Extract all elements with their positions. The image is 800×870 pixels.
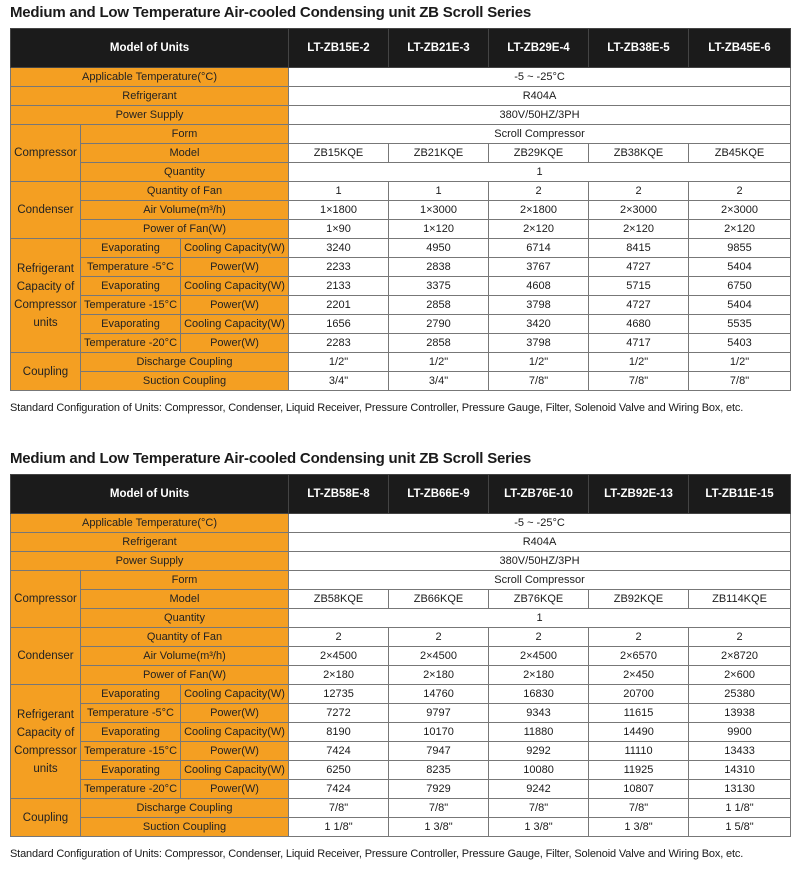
cooling-capacity-label: Cooling Capacity(W) bbox=[181, 277, 289, 296]
power-value: 2838 bbox=[389, 258, 489, 277]
model-name-cell: LT-ZB66E-9 bbox=[389, 475, 489, 514]
spec-table bbox=[10, 28, 791, 391]
table-row bbox=[11, 125, 791, 144]
cooling-capacity-value: 5715 bbox=[589, 277, 689, 296]
cooling-capacity-value: 8190 bbox=[289, 723, 389, 742]
power-value: 4727 bbox=[589, 258, 689, 277]
model-of-units-header: Model of Units bbox=[11, 29, 289, 68]
compressor-quantity-label: Quantity bbox=[81, 163, 289, 182]
power-value: 4717 bbox=[589, 334, 689, 353]
cooling-capacity-value: 10170 bbox=[389, 723, 489, 742]
coupling-group-label: Coupling bbox=[11, 799, 81, 837]
fan-power-value: 2×450 bbox=[589, 666, 689, 685]
fan-power-value: 2×600 bbox=[689, 666, 791, 685]
evaporating-temperature-label: Temperature -15°C bbox=[81, 296, 181, 315]
compressor-group-label: Compressor bbox=[11, 571, 81, 628]
cooling-capacity-label: Cooling Capacity(W) bbox=[181, 761, 289, 780]
cooling-capacity-value: 25380 bbox=[689, 685, 791, 704]
suction-coupling-value: 7/8" bbox=[489, 372, 589, 391]
condenser-group-label: Condenser bbox=[11, 182, 81, 239]
compressor-quantity-label: Quantity bbox=[81, 609, 289, 628]
evaporating-temperature-label: Temperature -20°C bbox=[81, 334, 181, 353]
power-label: Power(W) bbox=[181, 258, 289, 277]
power-label: Power(W) bbox=[181, 780, 289, 799]
table-row bbox=[11, 296, 791, 315]
fan-quantity-value: 2 bbox=[489, 182, 589, 201]
compressor-form-label: Form bbox=[81, 125, 289, 144]
power-value: 3798 bbox=[489, 334, 589, 353]
discharge-coupling-label: Discharge Coupling bbox=[81, 799, 289, 818]
air-volume-value: 2×3000 bbox=[689, 201, 791, 220]
capacity-group-label: Refrigerant Capacity of Compressor units bbox=[11, 239, 81, 353]
cooling-capacity-value: 14490 bbox=[589, 723, 689, 742]
power-value: 9343 bbox=[489, 704, 589, 723]
capacity-group-label: Refrigerant Capacity of Compressor units bbox=[11, 685, 81, 799]
compressor-model-label: Model bbox=[81, 144, 289, 163]
power-value: 11110 bbox=[589, 742, 689, 761]
cooling-capacity-label: Cooling Capacity(W) bbox=[181, 315, 289, 334]
table-row bbox=[11, 628, 791, 647]
fan-power-value: 2×120 bbox=[589, 220, 689, 239]
fan-power-value: 2×180 bbox=[489, 666, 589, 685]
table-row bbox=[11, 353, 791, 372]
cooling-capacity-value: 5535 bbox=[689, 315, 791, 334]
power-value: 7424 bbox=[289, 742, 389, 761]
table-row bbox=[11, 552, 791, 571]
compressor-model-value: ZB38KQE bbox=[589, 144, 689, 163]
discharge-coupling-value: 7/8" bbox=[389, 799, 489, 818]
fan-quantity-value: 1 bbox=[289, 182, 389, 201]
compressor-form-value: Scroll Compressor bbox=[289, 125, 791, 144]
table-row bbox=[11, 220, 791, 239]
cooling-capacity-label: Cooling Capacity(W) bbox=[181, 239, 289, 258]
table-row bbox=[11, 533, 791, 552]
suction-coupling-value: 1 5/8" bbox=[689, 818, 791, 837]
discharge-coupling-value: 7/8" bbox=[489, 799, 589, 818]
fan-quantity-value: 2 bbox=[489, 628, 589, 647]
cooling-capacity-value: 8415 bbox=[589, 239, 689, 258]
suction-coupling-label: Suction Coupling bbox=[81, 372, 289, 391]
compressor-model-value: ZB76KQE bbox=[489, 590, 589, 609]
table-row bbox=[11, 163, 791, 182]
power-supply-value: 380V/50HZ/3PH bbox=[289, 552, 791, 571]
cooling-capacity-value: 16830 bbox=[489, 685, 589, 704]
fan-power-value: 2×120 bbox=[689, 220, 791, 239]
table-row bbox=[11, 182, 791, 201]
power-value: 13433 bbox=[689, 742, 791, 761]
refrigerant-label: Refrigerant bbox=[11, 87, 289, 106]
fan-quantity-value: 2 bbox=[389, 628, 489, 647]
air-volume-value: 2×4500 bbox=[389, 647, 489, 666]
power-value: 13130 bbox=[689, 780, 791, 799]
cooling-capacity-value: 6714 bbox=[489, 239, 589, 258]
cooling-capacity-label: Cooling Capacity(W) bbox=[181, 685, 289, 704]
evaporating-label: Evaporating bbox=[81, 277, 181, 296]
cooling-capacity-value: 6750 bbox=[689, 277, 791, 296]
suction-coupling-label: Suction Coupling bbox=[81, 818, 289, 837]
air-volume-value: 2×6570 bbox=[589, 647, 689, 666]
fan-power-value: 1×90 bbox=[289, 220, 389, 239]
cooling-capacity-value: 9855 bbox=[689, 239, 791, 258]
compressor-form-label: Form bbox=[81, 571, 289, 590]
refrigerant-value: R404A bbox=[289, 87, 791, 106]
power-value: 5404 bbox=[689, 296, 791, 315]
discharge-coupling-value: 1 1/8" bbox=[689, 799, 791, 818]
standard-configuration-note: Standard Configuration of Units: Compressor, Condenser, Liquid Receiver, Pressure Controller, Pressure Gauge, Filter, Solenoid Valve and Wiring Box, etc. bbox=[10, 402, 744, 414]
suction-coupling-value: 3/4" bbox=[289, 372, 389, 391]
header-row bbox=[11, 29, 791, 68]
model-name-cell: LT-ZB29E-4 bbox=[489, 29, 589, 68]
fan-power-label: Power of Fan(W) bbox=[81, 666, 289, 685]
evaporating-label: Evaporating bbox=[81, 239, 181, 258]
power-value: 10807 bbox=[589, 780, 689, 799]
fan-quantity-value: 1 bbox=[389, 182, 489, 201]
table-row bbox=[11, 742, 791, 761]
cooling-capacity-value: 3420 bbox=[489, 315, 589, 334]
model-name-cell: LT-ZB45E-6 bbox=[689, 29, 791, 68]
applicable-temperature-label: Applicable Temperature(°C) bbox=[11, 68, 289, 87]
fan-quantity-value: 2 bbox=[289, 628, 389, 647]
table-row bbox=[11, 666, 791, 685]
table-row bbox=[11, 780, 791, 799]
fan-power-value: 2×180 bbox=[289, 666, 389, 685]
condenser-group-label: Condenser bbox=[11, 628, 81, 685]
cooling-capacity-value: 11880 bbox=[489, 723, 589, 742]
cooling-capacity-value: 12735 bbox=[289, 685, 389, 704]
table-row bbox=[11, 106, 791, 125]
table-row bbox=[11, 201, 791, 220]
fan-power-value: 2×180 bbox=[389, 666, 489, 685]
refrigerant-value: R404A bbox=[289, 533, 791, 552]
table-row bbox=[11, 685, 791, 704]
cooling-capacity-value: 14310 bbox=[689, 761, 791, 780]
table-row bbox=[11, 372, 791, 391]
discharge-coupling-value: 7/8" bbox=[289, 799, 389, 818]
cooling-capacity-value: 6250 bbox=[289, 761, 389, 780]
compressor-model-value: ZB15KQE bbox=[289, 144, 389, 163]
power-label: Power(W) bbox=[181, 704, 289, 723]
table-row bbox=[11, 87, 791, 106]
model-name-cell: LT-ZB58E-8 bbox=[289, 475, 389, 514]
power-value: 3798 bbox=[489, 296, 589, 315]
air-volume-label: Air Volume(m³/h) bbox=[81, 201, 289, 220]
section-title: Medium and Low Temperature Air-cooled Condensing unit ZB Scroll Series bbox=[10, 4, 532, 21]
cooling-capacity-label: Cooling Capacity(W) bbox=[181, 723, 289, 742]
table-row bbox=[11, 761, 791, 780]
cooling-capacity-value: 14760 bbox=[389, 685, 489, 704]
table-row bbox=[11, 647, 791, 666]
air-volume-value: 2×8720 bbox=[689, 647, 791, 666]
compressor-quantity-value: 1 bbox=[289, 163, 791, 182]
table-row bbox=[11, 277, 791, 296]
power-value: 7272 bbox=[289, 704, 389, 723]
evaporating-temperature-label: Temperature -5°C bbox=[81, 258, 181, 277]
power-value: 9292 bbox=[489, 742, 589, 761]
discharge-coupling-value: 1/2" bbox=[289, 353, 389, 372]
air-volume-value: 2×4500 bbox=[489, 647, 589, 666]
table-row bbox=[11, 258, 791, 277]
table-row bbox=[11, 68, 791, 87]
compressor-model-label: Model bbox=[81, 590, 289, 609]
cooling-capacity-value: 2133 bbox=[289, 277, 389, 296]
compressor-model-value: ZB29KQE bbox=[489, 144, 589, 163]
suction-coupling-value: 7/8" bbox=[689, 372, 791, 391]
power-value: 13938 bbox=[689, 704, 791, 723]
cooling-capacity-value: 4608 bbox=[489, 277, 589, 296]
power-value: 5403 bbox=[689, 334, 791, 353]
cooling-capacity-value: 1656 bbox=[289, 315, 389, 334]
evaporating-label: Evaporating bbox=[81, 685, 181, 704]
table-row bbox=[11, 590, 791, 609]
applicable-temperature-label: Applicable Temperature(°C) bbox=[11, 514, 289, 533]
power-value: 2201 bbox=[289, 296, 389, 315]
evaporating-label: Evaporating bbox=[81, 761, 181, 780]
suction-coupling-value: 1 3/8" bbox=[489, 818, 589, 837]
table-row bbox=[11, 609, 791, 628]
power-value: 7424 bbox=[289, 780, 389, 799]
power-label: Power(W) bbox=[181, 296, 289, 315]
table-row bbox=[11, 799, 791, 818]
power-value: 5404 bbox=[689, 258, 791, 277]
compressor-quantity-value: 1 bbox=[289, 609, 791, 628]
cooling-capacity-value: 9900 bbox=[689, 723, 791, 742]
power-value: 2283 bbox=[289, 334, 389, 353]
compressor-model-value: ZB45KQE bbox=[689, 144, 791, 163]
discharge-coupling-value: 1/2" bbox=[589, 353, 689, 372]
fan-quantity-value: 2 bbox=[689, 182, 791, 201]
model-name-cell: LT-ZB76E-10 bbox=[489, 475, 589, 514]
fan-power-label: Power of Fan(W) bbox=[81, 220, 289, 239]
suction-coupling-value: 7/8" bbox=[589, 372, 689, 391]
fan-quantity-label: Quantity of Fan bbox=[81, 628, 289, 647]
power-value: 7947 bbox=[389, 742, 489, 761]
air-volume-value: 1×1800 bbox=[289, 201, 389, 220]
refrigerant-label: Refrigerant bbox=[11, 533, 289, 552]
compressor-model-value: ZB21KQE bbox=[389, 144, 489, 163]
compressor-model-value: ZB114KQE bbox=[689, 590, 791, 609]
standard-configuration-note: Standard Configuration of Units: Compressor, Condenser, Liquid Receiver, Pressure Controller, Pressure Gauge, Filter, Solenoid Valve and Wiring Box, etc. bbox=[10, 848, 744, 860]
model-of-units-header: Model of Units bbox=[11, 475, 289, 514]
air-volume-value: 1×3000 bbox=[389, 201, 489, 220]
cooling-capacity-value: 4680 bbox=[589, 315, 689, 334]
air-volume-value: 2×3000 bbox=[589, 201, 689, 220]
table-row bbox=[11, 144, 791, 163]
cooling-capacity-value: 3240 bbox=[289, 239, 389, 258]
discharge-coupling-value: 7/8" bbox=[589, 799, 689, 818]
header-row bbox=[11, 475, 791, 514]
fan-quantity-value: 2 bbox=[589, 628, 689, 647]
power-value: 2858 bbox=[389, 296, 489, 315]
cooling-capacity-value: 20700 bbox=[589, 685, 689, 704]
model-name-cell: LT-ZB92E-13 bbox=[589, 475, 689, 514]
fan-quantity-label: Quantity of Fan bbox=[81, 182, 289, 201]
discharge-coupling-label: Discharge Coupling bbox=[81, 353, 289, 372]
power-value: 2858 bbox=[389, 334, 489, 353]
table-row bbox=[11, 723, 791, 742]
model-name-cell: LT-ZB15E-2 bbox=[289, 29, 389, 68]
air-volume-label: Air Volume(m³/h) bbox=[81, 647, 289, 666]
power-supply-value: 380V/50HZ/3PH bbox=[289, 106, 791, 125]
power-value: 2233 bbox=[289, 258, 389, 277]
cooling-capacity-value: 11925 bbox=[589, 761, 689, 780]
table-row bbox=[11, 818, 791, 837]
compressor-model-value: ZB58KQE bbox=[289, 590, 389, 609]
model-name-cell: LT-ZB11E-15 bbox=[689, 475, 791, 514]
table-row bbox=[11, 514, 791, 533]
air-volume-value: 2×1800 bbox=[489, 201, 589, 220]
suction-coupling-value: 1 3/8" bbox=[589, 818, 689, 837]
cooling-capacity-value: 3375 bbox=[389, 277, 489, 296]
suction-coupling-value: 1 3/8" bbox=[389, 818, 489, 837]
cooling-capacity-value: 10080 bbox=[489, 761, 589, 780]
cooling-capacity-value: 2790 bbox=[389, 315, 489, 334]
section-title: Medium and Low Temperature Air-cooled Condensing unit ZB Scroll Series bbox=[10, 450, 532, 467]
evaporating-label: Evaporating bbox=[81, 315, 181, 334]
discharge-coupling-value: 1/2" bbox=[489, 353, 589, 372]
fan-quantity-value: 2 bbox=[589, 182, 689, 201]
air-volume-value: 2×4500 bbox=[289, 647, 389, 666]
table-row bbox=[11, 334, 791, 353]
evaporating-temperature-label: Temperature -5°C bbox=[81, 704, 181, 723]
model-name-cell: LT-ZB38E-5 bbox=[589, 29, 689, 68]
compressor-group-label: Compressor bbox=[11, 125, 81, 182]
power-label: Power(W) bbox=[181, 334, 289, 353]
evaporating-label: Evaporating bbox=[81, 723, 181, 742]
power-value: 3767 bbox=[489, 258, 589, 277]
table-row bbox=[11, 704, 791, 723]
compressor-form-value: Scroll Compressor bbox=[289, 571, 791, 590]
compressor-model-value: ZB66KQE bbox=[389, 590, 489, 609]
table-row bbox=[11, 239, 791, 258]
discharge-coupling-value: 1/2" bbox=[389, 353, 489, 372]
power-value: 7929 bbox=[389, 780, 489, 799]
applicable-temperature-value: -5 ~ -25°C bbox=[289, 68, 791, 87]
table-row bbox=[11, 571, 791, 590]
evaporating-temperature-label: Temperature -20°C bbox=[81, 780, 181, 799]
power-supply-label: Power Supply bbox=[11, 552, 289, 571]
table-row bbox=[11, 315, 791, 334]
evaporating-temperature-label: Temperature -15°C bbox=[81, 742, 181, 761]
power-value: 9797 bbox=[389, 704, 489, 723]
cooling-capacity-value: 8235 bbox=[389, 761, 489, 780]
power-supply-label: Power Supply bbox=[11, 106, 289, 125]
model-name-cell: LT-ZB21E-3 bbox=[389, 29, 489, 68]
spec-table bbox=[10, 474, 791, 837]
fan-power-value: 1×120 bbox=[389, 220, 489, 239]
discharge-coupling-value: 1/2" bbox=[689, 353, 791, 372]
compressor-model-value: ZB92KQE bbox=[589, 590, 689, 609]
power-value: 4727 bbox=[589, 296, 689, 315]
suction-coupling-value: 3/4" bbox=[389, 372, 489, 391]
cooling-capacity-value: 4950 bbox=[389, 239, 489, 258]
fan-power-value: 2×120 bbox=[489, 220, 589, 239]
power-label: Power(W) bbox=[181, 742, 289, 761]
applicable-temperature-value: -5 ~ -25°C bbox=[289, 514, 791, 533]
fan-quantity-value: 2 bbox=[689, 628, 791, 647]
suction-coupling-value: 1 1/8" bbox=[289, 818, 389, 837]
coupling-group-label: Coupling bbox=[11, 353, 81, 391]
power-value: 11615 bbox=[589, 704, 689, 723]
power-value: 9242 bbox=[489, 780, 589, 799]
